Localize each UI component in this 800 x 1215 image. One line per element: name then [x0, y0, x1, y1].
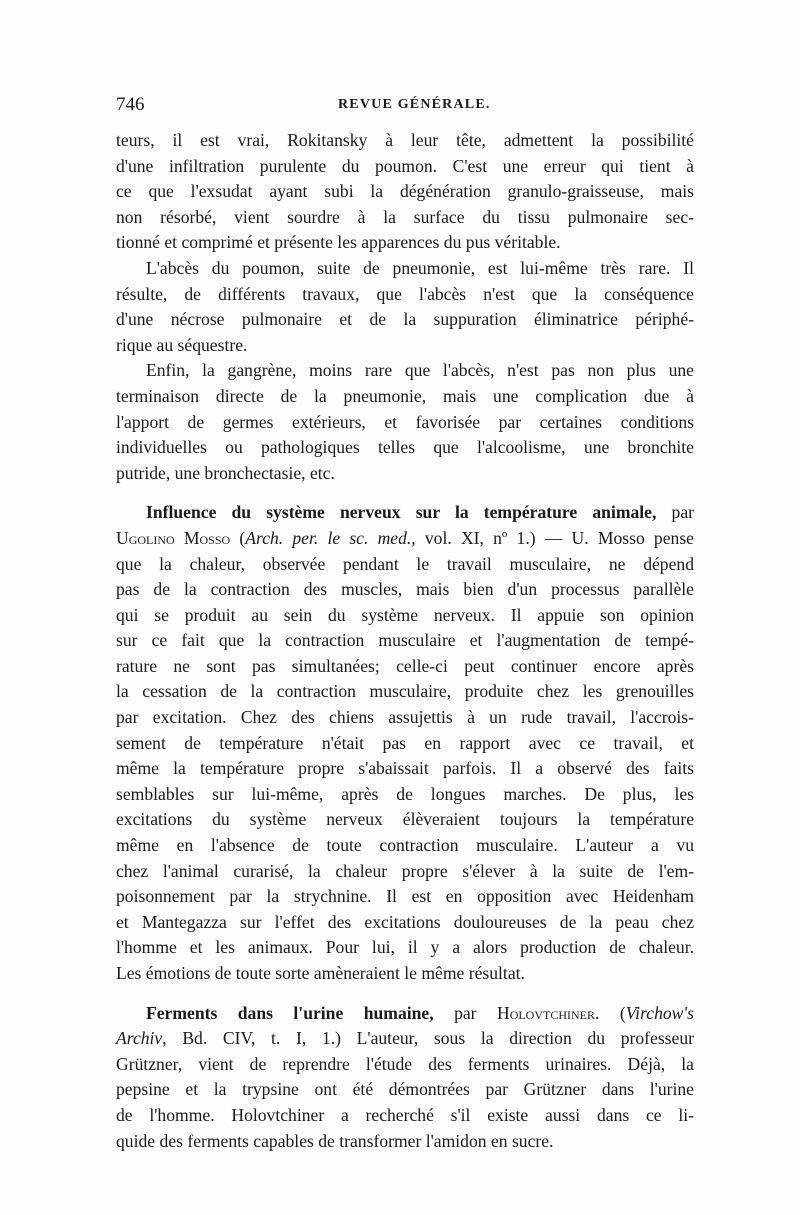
- text-line: L'abcès du poumon, suite de pneumonie, est lui-même très rare. Il: [146, 257, 694, 278]
- reference-rest: , Bd. CIV, t. I, 1.) L'auteur, sous la direction du professeur: [162, 1028, 694, 1049]
- section-gap: [116, 486, 694, 500]
- reference-open: (: [599, 1002, 626, 1023]
- body-text: [116, 128, 694, 1154]
- text-line: tionné et comprimé et présente les apparences du pus véritable.: [116, 232, 561, 253]
- text-line: rature ne sont pas simultanées; celle-ci peut continuer encore après: [116, 655, 694, 676]
- text-line: poisonnement par la strychnine. Il est en opposition avec Heidenham: [116, 886, 694, 907]
- article-title-tail: par: [656, 502, 694, 523]
- running-head: REVUE GÉNÉRALE.: [338, 97, 491, 112]
- text-line: la cessation de la contraction musculaire, produite chez les grenouilles: [116, 681, 694, 702]
- article-author: Ugolino Mosso: [116, 527, 231, 548]
- text-line: qui se produit au sein du système nerveux. Il appuie son opinion: [116, 604, 694, 625]
- paragraph-lung-abscess: [116, 256, 694, 358]
- reference-open: (: [230, 527, 246, 548]
- text-line: de l'homme. Holovtchiner a recherché s'il existe aussi dans ce li-: [116, 1104, 694, 1125]
- text-line: par excitation. Chez des chiens assujettis à un rude travail, l'accrois-: [116, 707, 694, 728]
- paragraph-pneumonia-exudate: [116, 128, 694, 256]
- text-line: non résorbé, vient sourdre à la surface du tissu pulmonaire sec-: [116, 206, 694, 227]
- text-line: chez l'animal curarisé, la chaleur propre s'élever à la suite de l'em-: [116, 860, 694, 881]
- article-author: Holovtchiner.: [496, 1002, 600, 1023]
- article-mosso: [116, 500, 694, 986]
- text-line: ce que l'exsudat ayant subi la dégénération granulo-graisseuse, mais: [116, 181, 694, 202]
- text-line: putride, une bronchectasie, etc.: [116, 462, 335, 483]
- article-holovtchiner: [116, 1001, 694, 1155]
- paragraph-gangrene: [116, 358, 694, 486]
- journal-name-continued: Archiv: [116, 1028, 163, 1049]
- text-line: même en l'absence de toute contraction musculaire. L'auteur a vu: [116, 835, 694, 856]
- text-line: sement de température n'était pas en rapport avec ce travail, et: [116, 732, 694, 753]
- text-line: l'apport de germes extérieurs, et favorisée par certaines conditions: [116, 411, 694, 432]
- text-line: que la chaleur, observée pendant le travail musculaire, ne dépend: [116, 553, 694, 574]
- text-line: d'une infiltration purulente du poumon. C'est une erreur qui tient à: [116, 155, 694, 176]
- article-reference-line: [116, 526, 694, 552]
- page-number: 746: [116, 94, 145, 115]
- article-title: Influence du système nerveux sur la température animale,: [146, 502, 657, 523]
- article-heading-line: [116, 500, 694, 526]
- text-line: l'homme et les animaux. Pour lui, il y a alors production de chaleur.: [116, 937, 694, 958]
- text-line: pas de la contraction des muscles, mais bien d'un processus parallèle: [116, 579, 694, 600]
- text-line: Les émotions de toute sorte amèneraient le même résultat.: [116, 963, 525, 983]
- text-line: résulte, de différents travaux, que l'abcès n'est que la conséquence: [116, 283, 694, 304]
- article-title: Ferments dans l'urine humaine,: [146, 1002, 434, 1023]
- text-line: et Mantegazza sur l'effet des excitations douloureuses de la peau chez: [116, 911, 694, 932]
- text-line: terminaison directe de la pneumonie, mais une complication due à: [116, 385, 694, 406]
- reference-rest: , vol. XI, nº 1.) — U. Mosso pense: [411, 527, 694, 548]
- text-line: pepsine et la trypsine ont été démontrées par Grützner dans l'urine: [116, 1079, 694, 1100]
- text-line: rique au séquestre.: [116, 334, 248, 355]
- text-line: individuelles ou pathologiques telles que l'alcoolisme, une bronchite: [116, 437, 694, 458]
- text-line: même la température propre s'abaissait parfois. Il a observé des faits: [116, 758, 694, 779]
- text-line: sur ce fait que la contraction musculaire et l'augmentation de tempé-: [116, 630, 694, 651]
- text-line: d'une nécrose pulmonaire et de la suppuration éliminatrice périphé-: [116, 309, 694, 330]
- article-heading-line: [116, 1001, 694, 1027]
- text-line: quide des ferments capables de transformer l'amidon en sucre.: [116, 1130, 554, 1151]
- text-line: excitations du système nerveux élèveraient toujours la température: [116, 809, 694, 830]
- journal-name: Arch. per. le sc. med.: [245, 527, 412, 548]
- text-line: Enfin, la gangrène, moins rare que l'abcès, n'est pas non plus une: [146, 360, 694, 381]
- text-line: Grützner, vient de reprendre l'étude des ferments urinaires. Déjà, la: [116, 1053, 694, 1074]
- text-line: semblables sur lui-même, après de longues marches. De plus, les: [116, 783, 694, 804]
- journal-name: Virchow's: [625, 1002, 695, 1023]
- section-gap: [116, 987, 694, 1001]
- article-reference-line: [116, 1026, 694, 1052]
- text-line: teurs, il est vrai, Rokitansky à leur tête, admettent la possibilité: [116, 130, 694, 150]
- page-header: [116, 94, 696, 120]
- article-title-tail: par: [433, 1002, 497, 1023]
